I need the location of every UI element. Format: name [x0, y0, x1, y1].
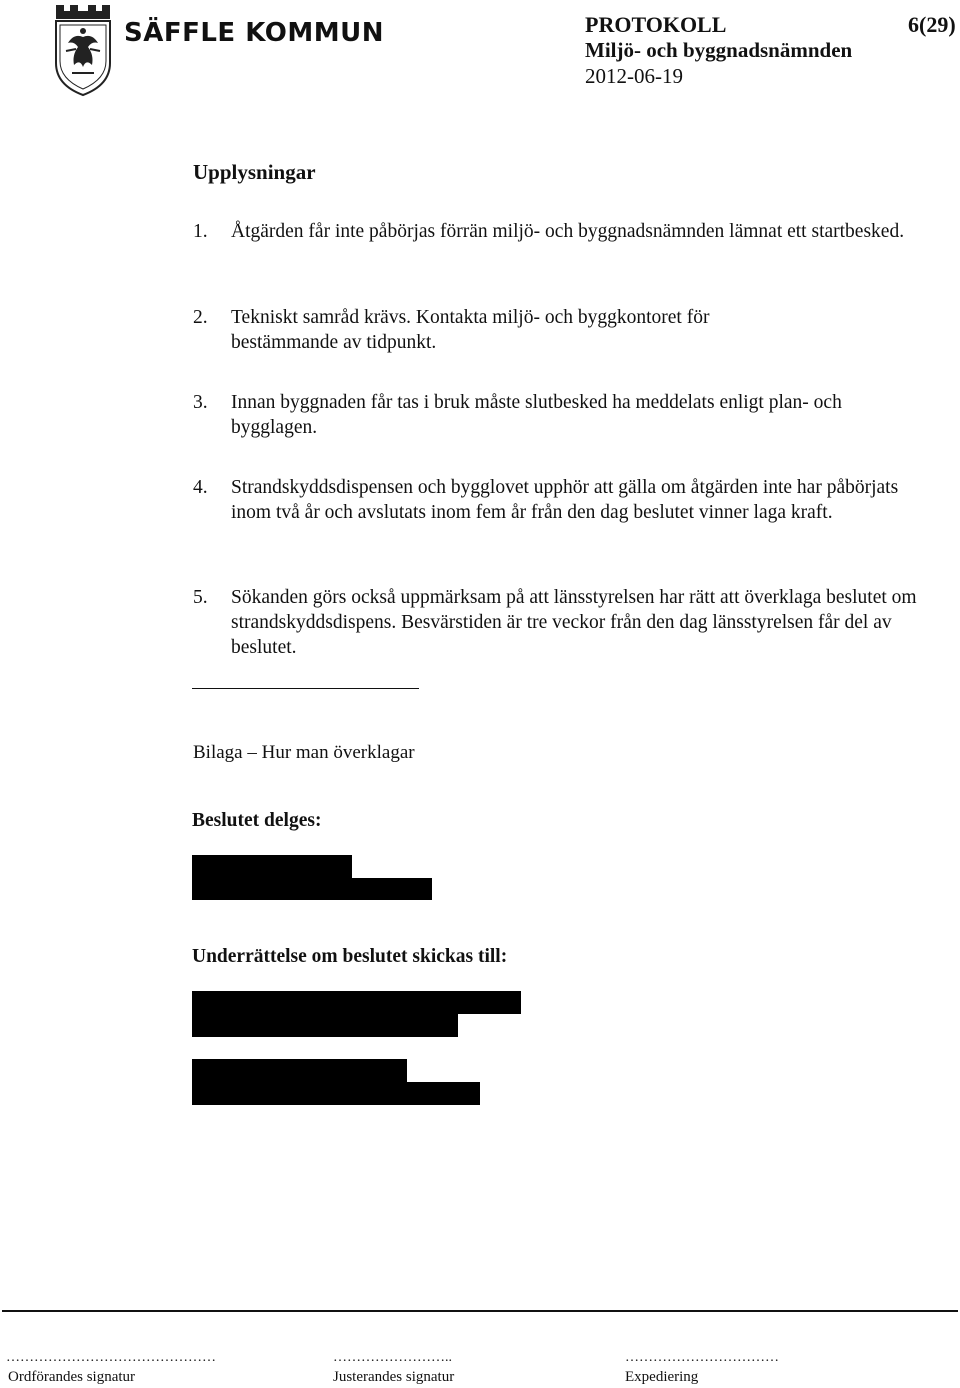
list-item-number: 3. [193, 392, 208, 413]
redaction-block [192, 1082, 480, 1105]
signature-dots-adjuster: …………………….. [333, 1350, 452, 1365]
section-heading: Upplysningar [193, 160, 316, 184]
document-date: 2012-06-19 [585, 64, 683, 88]
redaction-block [192, 1059, 407, 1082]
recipients-heading: Beslutet delges: [192, 810, 322, 831]
list-item [193, 219, 960, 244]
signature-label-adjuster: Justerandes signatur [333, 1369, 455, 1385]
signature-dots-chair: ……………………………………… [6, 1350, 216, 1365]
attachment-reference: Bilaga – Hur man överklagar [193, 742, 415, 763]
list-item-number: 5. [193, 587, 208, 608]
coat-of-arms-logo [52, 3, 114, 97]
list-item-number: 1. [193, 221, 208, 242]
list-item-text: Sökanden görs också uppmärksam på att länsstyrelsen har rätt att överklaga beslutet om strandskyddsdispens. Besvärstiden är tre veckor från den dag länsstyrelsen får del av beslutet. [231, 587, 917, 658]
committee-name: Miljö- och byggnadsnämnden [585, 38, 853, 62]
separator-line [192, 688, 419, 689]
list-item-number: 2. [193, 307, 208, 328]
redaction-block [192, 855, 352, 878]
list-item [193, 305, 960, 355]
list-item-number: 4. [193, 477, 208, 498]
list-item-text: Tekniskt samråd krävs. Kontakta miljö- och byggkontoret för bestämmande av tidpunkt. [231, 307, 710, 353]
signature-dots-dispatch: …………………………… [625, 1350, 779, 1365]
page-number: 6(29) [908, 12, 956, 37]
redaction-block [192, 878, 432, 900]
list-item [193, 390, 960, 440]
list-item-text: Innan byggnaden får tas i bruk måste slutbesked ha meddelats enligt plan- och bygglagen. [231, 392, 842, 438]
list-item-text: Åtgärden får inte påbörjas förrän miljö- och byggnadsnämnden lämnat ett startbesked. [231, 221, 905, 242]
signature-label-chair: Ordförandes signatur [8, 1369, 136, 1385]
list-item-text: Strandskyddsdispensen och bygglovet upphör att gälla om åtgärden inte har påbörjats inom två år och avslutats inom fem år från den dag beslutet vinner laga kraft. [231, 477, 899, 523]
redaction-block [192, 991, 521, 1014]
signature-label-dispatch: Expediering [625, 1369, 699, 1385]
list-item [193, 585, 960, 660]
list-item [193, 475, 960, 525]
footer-divider [2, 1310, 958, 1312]
organization-name: SÄFFLE KOMMUN [124, 18, 384, 48]
notice-recipients-heading: Underrättelse om beslutet skickas till: [192, 946, 508, 967]
redaction-block [192, 1014, 458, 1037]
document-type: PROTOKOLL [585, 12, 727, 37]
